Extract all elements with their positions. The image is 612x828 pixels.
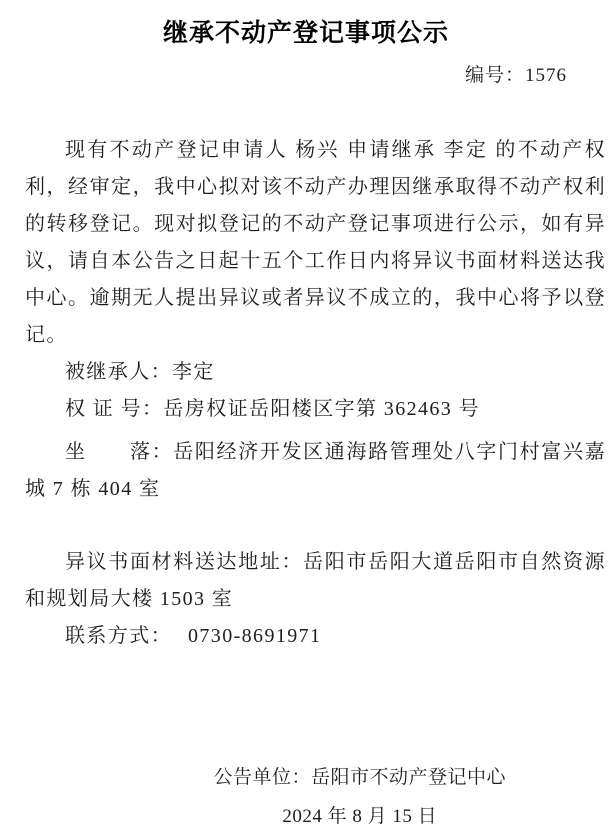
field-list	[25, 354, 606, 508]
field-decedent-value: 李定	[172, 361, 215, 383]
field-certificate-number	[25, 391, 606, 428]
contact-line	[25, 618, 606, 655]
page-title: 继承不动产登记事项公示	[162, 19, 449, 47]
issuer-name: 岳阳市不动产登记中心	[310, 767, 506, 788]
contact-phone-number: 0730-8691971	[188, 625, 322, 647]
objection-delivery-address	[25, 544, 606, 618]
field-certificate-label: 权 证 号：	[65, 398, 164, 420]
field-location	[25, 434, 606, 508]
issuer-line	[213, 759, 506, 796]
notice-date: 2024 年 8 月 15 日	[282, 806, 438, 827]
notice-paragraph: 现有不动产登记申请人 杨兴 申请继承 李定 的不动产权利，经审定，我中心拟对该不动产办理因继承取得不动产权利的转移登记。现对拟登记的不动产登记事项进行公示，如有异议，请自本公告之日起十五个工作日内将异议书面材料送达我中心。逾期无人提出异议或者异议不成立的，我中心将予以登记。	[25, 139, 606, 346]
doc-number-label: 编号：	[464, 65, 525, 86]
notice-body	[0, 132, 612, 828]
doc-number-value: 1576	[525, 65, 567, 86]
field-decedent-label: 被继承人：	[65, 361, 172, 383]
field-certificate-value: 岳房权证岳阳楼区字第 362463 号	[163, 398, 481, 420]
field-location-label: 坐 落：	[65, 441, 174, 463]
delivery-address-value: 岳阳市岳阳大道岳阳市自然资源和规划局大楼 1503 室	[25, 551, 606, 610]
issuer-label: 公告单位：	[213, 767, 311, 788]
delivery-address-label: 异议书面材料送达地址：	[65, 551, 304, 573]
footer-signature-block	[213, 759, 506, 828]
field-decedent	[25, 354, 606, 391]
doc-number	[0, 62, 612, 90]
field-location-value: 岳阳经济开发区通海路管理处八字门村富兴嘉城 7 栋 404 室	[25, 441, 606, 500]
contact-label: 联系方式：	[65, 625, 172, 647]
